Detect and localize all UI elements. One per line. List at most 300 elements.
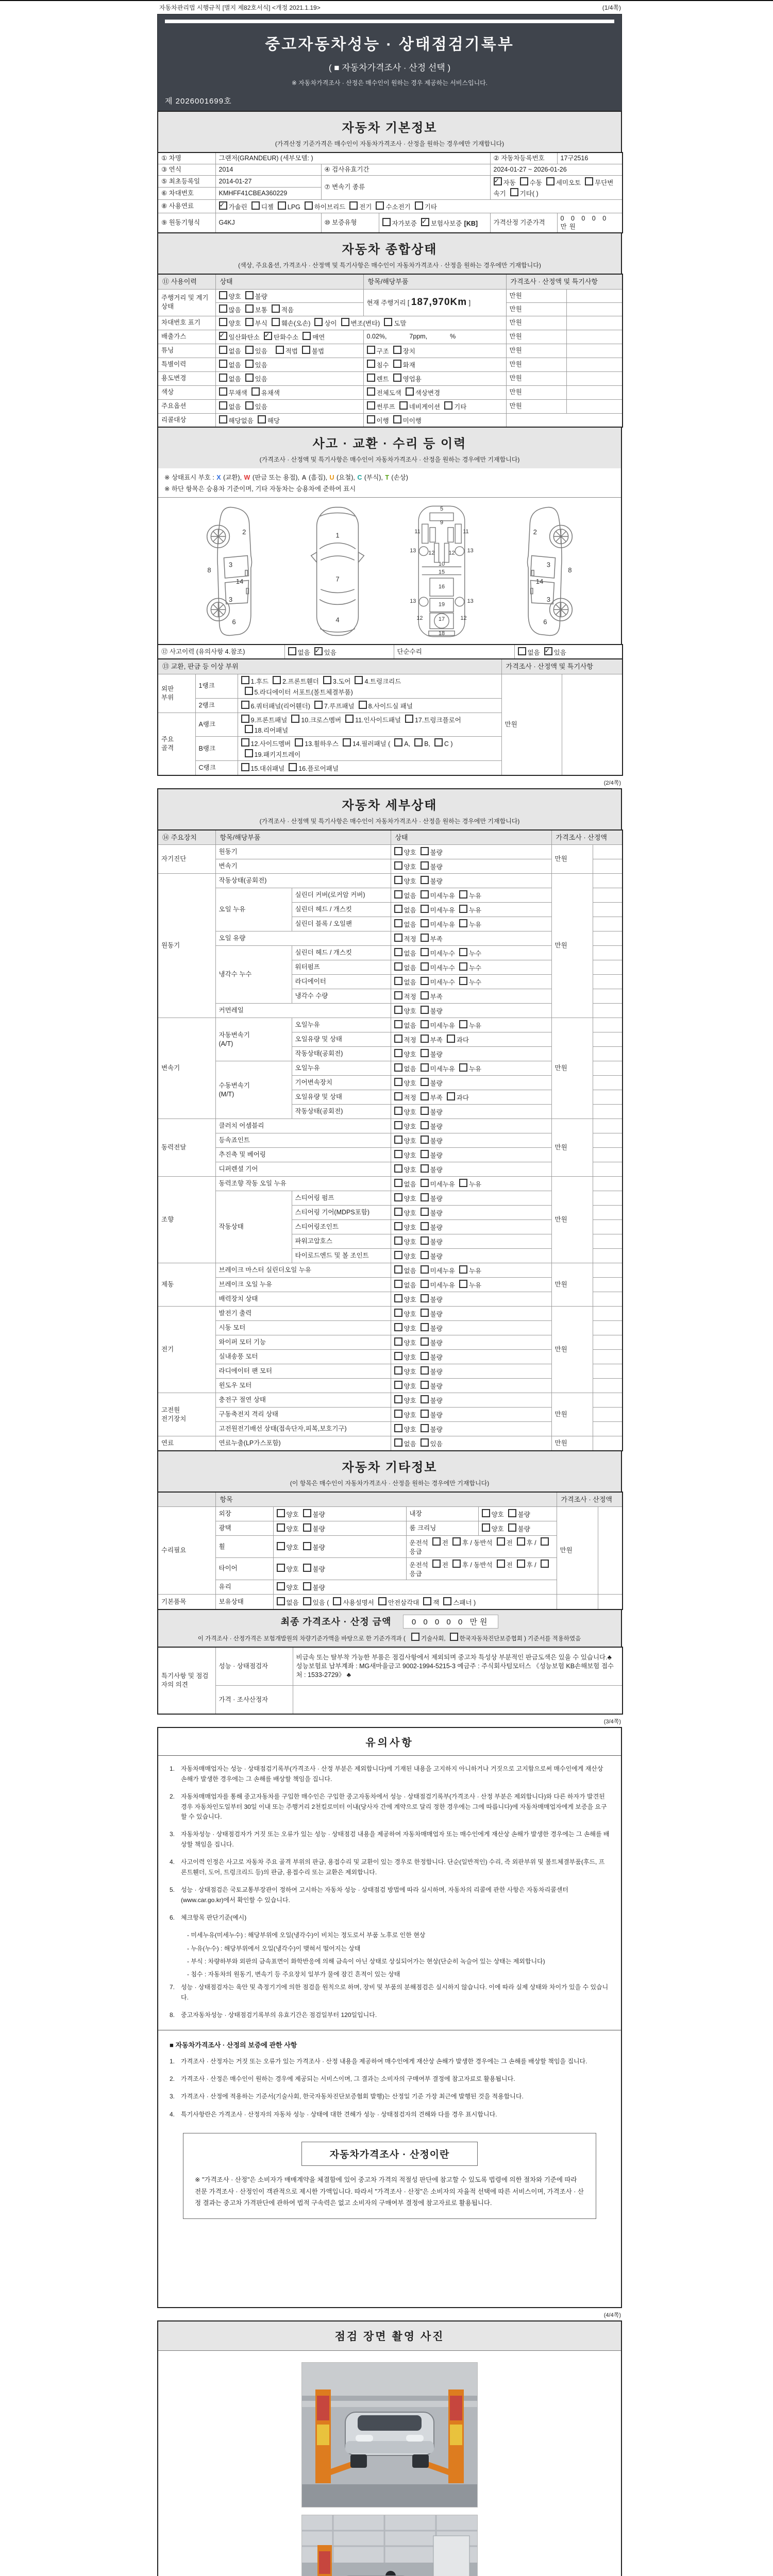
checkbox[interactable] xyxy=(295,738,303,747)
checkbox[interactable] xyxy=(443,1597,451,1605)
table-cell xyxy=(215,164,321,175)
cell-text: ⑫ 사고이력 (유의사항 4.참조) xyxy=(161,648,245,655)
price-definition-box xyxy=(183,2133,596,2219)
checkbox[interactable] xyxy=(421,1092,429,1100)
cell-text: 2014-01-27 xyxy=(219,177,252,185)
checkbox[interactable] xyxy=(411,1633,419,1641)
checkbox[interactable] xyxy=(393,360,401,368)
cell-text: 이행 xyxy=(376,417,389,425)
checkbox[interactable] xyxy=(394,1049,402,1057)
cell-text: 가격조사 · 산정자는 거짓 또는 오류가 있는 가격조사 · 산정 내용을 제공하여 매수인에게 재산상 손해가 발생한 경우에는 그 손해를 배상할 책임을 집니다. xyxy=(181,2057,587,2065)
checkbox[interactable] xyxy=(394,905,402,913)
checkbox[interactable] xyxy=(384,318,392,326)
checkbox[interactable] xyxy=(421,1236,429,1245)
table-cell xyxy=(292,1032,391,1047)
checkbox[interactable] xyxy=(459,1280,467,1288)
checkbox[interactable] xyxy=(447,1092,455,1100)
checkbox[interactable] xyxy=(303,1509,311,1517)
checkbox[interactable] xyxy=(497,1537,505,1546)
cell-text: 만원 xyxy=(560,1547,573,1554)
checkbox[interactable] xyxy=(241,676,249,684)
table-row xyxy=(158,274,623,289)
cell-text: 전 xyxy=(442,1539,448,1547)
checkbox[interactable] xyxy=(394,977,402,985)
cell-text: 불량 xyxy=(430,1123,443,1131)
checkbox[interactable] xyxy=(278,201,286,210)
checkbox[interactable] xyxy=(508,1509,516,1517)
checkbox[interactable] xyxy=(459,1063,467,1072)
checkbox[interactable] xyxy=(272,318,280,326)
checkbox[interactable] xyxy=(241,701,249,709)
checkbox[interactable] xyxy=(245,304,254,313)
checkbox[interactable] xyxy=(541,1560,549,1568)
cell-text: 한국자동차진단보증협회 ) 기준서를 적용하였음 xyxy=(459,1636,581,1642)
checkbox[interactable] xyxy=(245,346,254,354)
photo-section-title: 점검 장면 촬영 사진 xyxy=(158,2321,621,2351)
checkbox[interactable] xyxy=(276,346,284,354)
checkbox[interactable] xyxy=(251,201,260,210)
checkbox[interactable] xyxy=(277,1564,285,1572)
cell-text: 상태 xyxy=(220,278,233,286)
notice-item xyxy=(170,1982,610,2003)
checkbox[interactable] xyxy=(421,934,429,942)
checkbox[interactable] xyxy=(303,1582,311,1590)
checkbox[interactable] xyxy=(367,360,375,368)
cell-text: 제동 xyxy=(161,1281,174,1289)
checkbox[interactable] xyxy=(414,738,423,747)
checkbox[interactable] xyxy=(421,1294,429,1302)
checkbox[interactable] xyxy=(394,1222,402,1230)
checkbox[interactable] xyxy=(421,991,429,999)
checkbox[interactable] xyxy=(459,890,467,899)
checkbox[interactable] xyxy=(421,1020,429,1028)
checkbox[interactable] xyxy=(459,1020,467,1028)
checkbox[interactable] xyxy=(376,201,384,210)
cell-text: 가격조사 · 산정액 xyxy=(561,1495,612,1503)
checkbox[interactable] xyxy=(517,1537,525,1546)
checkbox[interactable] xyxy=(421,218,429,226)
checkbox[interactable] xyxy=(394,1323,402,1331)
table-cell xyxy=(363,274,506,289)
cell-text: 특별이력 xyxy=(161,361,187,368)
table-cell xyxy=(506,358,566,371)
checkbox[interactable] xyxy=(245,374,254,382)
checkbox[interactable] xyxy=(303,1597,311,1605)
checkbox[interactable] xyxy=(482,1523,490,1532)
checkbox[interactable] xyxy=(303,1523,311,1532)
cell-text: (A/T) xyxy=(219,1040,233,1047)
checkbox[interactable] xyxy=(394,1006,402,1014)
checkbox[interactable] xyxy=(367,387,375,396)
checkbox[interactable] xyxy=(367,374,375,382)
checkbox[interactable] xyxy=(421,1424,429,1432)
checkbox[interactable] xyxy=(394,962,402,971)
checkbox[interactable] xyxy=(459,962,467,971)
checkbox[interactable] xyxy=(394,1150,402,1158)
checkbox[interactable] xyxy=(394,1078,402,1086)
checkbox[interactable] xyxy=(394,1035,402,1043)
cell-text: (흠집), xyxy=(307,474,329,482)
table-cell xyxy=(566,302,623,316)
checkbox[interactable] xyxy=(421,977,429,985)
checkbox[interactable] xyxy=(497,1560,505,1568)
checkbox[interactable] xyxy=(405,715,413,723)
checkbox[interactable] xyxy=(394,1294,402,1302)
checkbox[interactable] xyxy=(421,1193,429,1201)
checkbox[interactable] xyxy=(219,332,227,340)
diagram-zone-number: 2 xyxy=(533,528,537,536)
cell-text: 실린더 커버(로커암 커버) xyxy=(295,891,365,899)
checkbox[interactable] xyxy=(421,1366,429,1375)
checkbox[interactable] xyxy=(394,934,402,942)
checkbox[interactable] xyxy=(251,387,260,396)
checkbox[interactable] xyxy=(394,1164,402,1173)
checkbox[interactable] xyxy=(291,715,299,723)
cell-text: 무채색 xyxy=(228,389,247,397)
checkbox[interactable] xyxy=(341,318,349,326)
cell-text: 11.인사이드패널 xyxy=(355,716,401,724)
table-cell xyxy=(506,371,566,385)
cell-text: 불량 xyxy=(430,1426,443,1434)
data-table xyxy=(157,1492,623,1611)
checkbox[interactable] xyxy=(393,374,401,382)
checkbox[interactable] xyxy=(421,1107,429,1115)
checkbox[interactable] xyxy=(508,1523,516,1532)
table-cell xyxy=(363,289,506,316)
checkbox[interactable] xyxy=(421,1164,429,1173)
checkbox[interactable] xyxy=(421,1078,429,1086)
checkbox[interactable] xyxy=(421,948,429,956)
checkbox[interactable] xyxy=(394,890,402,899)
cell-text: 없음 xyxy=(404,1022,416,1030)
checkbox[interactable] xyxy=(367,401,375,410)
checkbox[interactable] xyxy=(432,1537,441,1546)
checkbox[interactable] xyxy=(518,647,526,655)
checkbox[interactable] xyxy=(394,1309,402,1317)
checkbox[interactable] xyxy=(421,1251,429,1259)
checkbox[interactable] xyxy=(421,1323,429,1331)
checkbox[interactable] xyxy=(219,304,227,313)
checkbox[interactable] xyxy=(303,332,311,340)
cell-text: 양호 xyxy=(404,1224,416,1232)
cell-text: KMHFF41CBEA360229 xyxy=(219,190,288,197)
checkbox[interactable] xyxy=(258,415,266,423)
cell-text: 미이행 xyxy=(402,417,422,425)
checkbox[interactable] xyxy=(393,346,401,354)
table-cell xyxy=(391,1292,551,1307)
checkbox[interactable] xyxy=(219,374,227,382)
checkbox[interactable] xyxy=(343,738,351,747)
checkbox[interactable] xyxy=(421,1337,429,1346)
checkbox[interactable] xyxy=(394,1265,402,1274)
checkbox[interactable] xyxy=(394,1438,402,1447)
checkbox[interactable] xyxy=(394,1092,402,1100)
regulation-row xyxy=(157,1,622,14)
cell-text: 있음 ( xyxy=(312,1599,329,1606)
checkbox[interactable] xyxy=(219,387,227,396)
checkbox[interactable] xyxy=(482,1509,490,1517)
checkbox[interactable] xyxy=(394,1107,402,1115)
checkbox[interactable] xyxy=(394,1424,402,1432)
checkbox[interactable] xyxy=(245,318,254,326)
table-cell xyxy=(506,344,566,358)
table-cell xyxy=(215,1594,273,1609)
checkbox[interactable] xyxy=(421,1136,429,1144)
checkbox[interactable] xyxy=(421,1179,429,1187)
checkbox[interactable] xyxy=(394,1251,402,1259)
checkbox[interactable] xyxy=(245,291,254,299)
checkbox[interactable] xyxy=(394,1410,402,1418)
checkbox[interactable] xyxy=(245,360,254,368)
table-cell xyxy=(292,1220,391,1234)
checkbox[interactable] xyxy=(245,687,253,695)
section-etc-title: 자동차 기타정보 xyxy=(342,1460,438,1475)
checkbox[interactable] xyxy=(394,1136,402,1144)
cell-text: 양호 xyxy=(404,1296,416,1304)
cell-text: 라디에이터 팬 모터 xyxy=(219,1367,273,1375)
checkbox[interactable] xyxy=(421,847,429,855)
checkbox[interactable] xyxy=(421,861,429,870)
checkbox[interactable] xyxy=(421,1049,429,1057)
table-cell xyxy=(501,674,562,775)
checkbox[interactable] xyxy=(355,676,363,684)
checkbox[interactable] xyxy=(585,177,593,185)
checkbox[interactable] xyxy=(421,876,429,884)
checkbox[interactable] xyxy=(345,715,354,723)
checkbox[interactable] xyxy=(394,1121,402,1129)
checkbox[interactable] xyxy=(277,1582,285,1590)
checkbox[interactable] xyxy=(349,201,358,210)
checkbox[interactable] xyxy=(277,1509,285,1517)
checkbox[interactable] xyxy=(394,1020,402,1028)
cell-text: 양호 xyxy=(404,1080,416,1088)
checkbox[interactable] xyxy=(459,905,467,913)
checkbox[interactable] xyxy=(510,188,518,196)
table-cell xyxy=(478,1521,557,1536)
checkbox[interactable] xyxy=(421,1208,429,1216)
table-cell xyxy=(506,302,566,316)
checkbox[interactable] xyxy=(264,332,272,340)
checkbox[interactable] xyxy=(394,1366,402,1375)
diagram-zone-number: 3 xyxy=(228,596,233,604)
checkbox[interactable] xyxy=(421,1395,429,1403)
checkbox[interactable] xyxy=(314,318,323,326)
checkbox[interactable] xyxy=(394,1280,402,1288)
checkbox[interactable] xyxy=(394,738,402,747)
checkbox[interactable] xyxy=(394,1208,402,1216)
checkbox[interactable] xyxy=(421,1280,429,1288)
checkbox[interactable] xyxy=(421,1063,429,1072)
checkbox[interactable] xyxy=(394,861,402,870)
checkbox[interactable] xyxy=(219,415,227,423)
cell-text: 와이퍼 모터 기능 xyxy=(219,1338,266,1346)
table-cell xyxy=(391,1047,551,1061)
checkbox[interactable] xyxy=(459,1179,467,1187)
checkbox[interactable] xyxy=(544,647,552,655)
checkbox[interactable] xyxy=(452,1560,461,1568)
checkbox[interactable] xyxy=(421,1381,429,1389)
checkbox[interactable] xyxy=(314,647,323,655)
checkbox[interactable] xyxy=(415,201,423,210)
diagram-note: ※ 하단 항목은 승용차 기준이며, 기타 자동차는 승용차에 준하여 표시 xyxy=(158,483,621,498)
checkbox[interactable] xyxy=(434,738,443,747)
cell-text: 없음 xyxy=(404,950,416,958)
checkbox[interactable] xyxy=(219,291,227,299)
table-cell xyxy=(195,698,238,713)
checkbox[interactable] xyxy=(421,1410,429,1418)
checkbox[interactable] xyxy=(367,415,375,423)
cell-text: 7. xyxy=(170,1984,175,1991)
checkbox[interactable] xyxy=(277,1542,285,1550)
checkbox[interactable] xyxy=(323,676,331,684)
checkbox[interactable] xyxy=(447,1035,455,1043)
checkbox[interactable] xyxy=(241,715,249,723)
checkbox[interactable] xyxy=(394,948,402,956)
checkbox[interactable] xyxy=(394,1179,402,1187)
checkbox[interactable] xyxy=(459,1265,467,1274)
checkbox[interactable] xyxy=(546,177,554,185)
checkbox[interactable] xyxy=(245,725,253,733)
cell-text: 가격조사 · 산정액 및 특기사항 xyxy=(506,663,593,671)
checkbox[interactable] xyxy=(421,919,429,927)
cell-text: 불량 xyxy=(430,1166,443,1174)
table-cell xyxy=(215,302,363,316)
checkbox[interactable] xyxy=(219,201,227,210)
checkbox[interactable] xyxy=(289,763,297,771)
checkbox[interactable] xyxy=(333,1597,341,1605)
cell-text: 조향 xyxy=(161,1216,174,1224)
checkbox[interactable] xyxy=(245,749,253,757)
checkbox[interactable] xyxy=(393,415,401,423)
checkbox[interactable] xyxy=(359,701,367,709)
checkbox[interactable] xyxy=(421,905,429,913)
checkbox[interactable] xyxy=(421,1438,429,1447)
checkbox[interactable] xyxy=(423,1597,431,1605)
checkbox[interactable] xyxy=(421,1121,429,1129)
table-cell xyxy=(593,1119,623,1133)
checkbox[interactable] xyxy=(452,1537,461,1546)
table-cell xyxy=(158,1119,215,1177)
checkbox[interactable] xyxy=(273,676,281,684)
table-cell xyxy=(215,1364,391,1379)
checkbox[interactable] xyxy=(219,360,227,368)
notice-item xyxy=(170,2010,610,2020)
cell-text: 불량 xyxy=(517,1526,530,1533)
checkbox[interactable] xyxy=(241,738,249,747)
checkbox[interactable] xyxy=(421,1035,429,1043)
cell-text: 만원 xyxy=(554,1216,567,1224)
cell-text: 불량 xyxy=(430,1253,443,1261)
checkbox[interactable] xyxy=(394,1193,402,1201)
checkbox[interactable] xyxy=(302,346,310,354)
checkbox[interactable] xyxy=(459,977,467,985)
checkbox[interactable] xyxy=(494,177,502,185)
checkbox[interactable] xyxy=(272,304,280,313)
checkbox[interactable] xyxy=(394,991,402,999)
cell-text: 양호 xyxy=(228,320,241,328)
table-row xyxy=(158,175,623,187)
checkbox[interactable] xyxy=(314,701,323,709)
cell-text: 불량 xyxy=(255,293,267,300)
checkbox[interactable] xyxy=(421,1309,429,1317)
checkbox[interactable] xyxy=(394,1236,402,1245)
checkbox[interactable] xyxy=(450,1633,458,1641)
cell-text: 불량 xyxy=(430,1051,443,1059)
checkbox[interactable] xyxy=(394,1063,402,1072)
checkbox[interactable] xyxy=(241,763,249,771)
checkbox[interactable] xyxy=(541,1537,549,1546)
checkbox[interactable] xyxy=(382,218,391,226)
checkbox[interactable] xyxy=(394,847,402,855)
checkbox[interactable] xyxy=(394,1395,402,1403)
checkbox[interactable] xyxy=(421,1222,429,1230)
checkbox[interactable] xyxy=(367,346,375,354)
checkbox[interactable] xyxy=(303,1542,311,1550)
cell-text: 양호 xyxy=(286,1526,299,1533)
cell-text: 양호 xyxy=(404,1397,416,1405)
checkbox[interactable] xyxy=(378,1597,386,1605)
checkbox[interactable] xyxy=(406,387,414,396)
checkbox[interactable] xyxy=(421,1352,429,1360)
table-cell xyxy=(406,1557,557,1580)
checkbox[interactable] xyxy=(520,177,528,185)
table-cell xyxy=(593,1133,623,1148)
checkbox[interactable] xyxy=(517,1560,525,1568)
checkbox[interactable] xyxy=(305,201,313,210)
checkbox[interactable] xyxy=(394,1352,402,1360)
table-cell xyxy=(551,1119,593,1177)
checkbox[interactable] xyxy=(245,401,254,410)
checkbox[interactable] xyxy=(421,1006,429,1014)
checkbox[interactable] xyxy=(421,1150,429,1158)
checkbox[interactable] xyxy=(288,647,296,655)
checkbox[interactable] xyxy=(277,1597,285,1605)
cell-text: 있음 xyxy=(255,348,267,355)
checkbox[interactable] xyxy=(459,948,467,956)
checkbox[interactable] xyxy=(303,1564,311,1572)
diagram-zone-number: 16 xyxy=(438,584,445,590)
cell-text: 만원 xyxy=(554,1411,567,1418)
cell-text: 만원 xyxy=(509,333,522,341)
checkbox[interactable] xyxy=(399,401,408,410)
cell-text: 누유 xyxy=(468,921,482,929)
checkbox[interactable] xyxy=(219,318,227,326)
checkbox[interactable] xyxy=(277,1523,285,1532)
checkbox[interactable] xyxy=(421,890,429,899)
checkbox[interactable] xyxy=(394,1381,402,1389)
table-cell xyxy=(292,1047,391,1061)
checkbox[interactable] xyxy=(219,401,227,410)
checkbox[interactable] xyxy=(421,962,429,971)
cell-text: 미세누유 xyxy=(430,892,455,900)
table-cell xyxy=(557,1507,598,1595)
checkbox[interactable] xyxy=(394,876,402,884)
cell-text: 수소전기 xyxy=(385,203,411,211)
checkbox[interactable] xyxy=(421,1265,429,1274)
cell-text: 탄화수소 xyxy=(273,334,299,342)
checkbox[interactable] xyxy=(394,1337,402,1346)
checkbox[interactable] xyxy=(219,346,227,354)
cell-text: 8.사이드실 패널 xyxy=(368,702,413,710)
cell-text: 있음 xyxy=(255,403,267,411)
checkbox[interactable] xyxy=(459,919,467,927)
data-table xyxy=(157,658,623,775)
cell-text: 만원 xyxy=(509,319,522,327)
checkbox[interactable] xyxy=(432,1560,441,1568)
checkbox[interactable] xyxy=(444,401,452,410)
cell-text: 해당 xyxy=(267,417,280,425)
checkbox[interactable] xyxy=(394,919,402,927)
